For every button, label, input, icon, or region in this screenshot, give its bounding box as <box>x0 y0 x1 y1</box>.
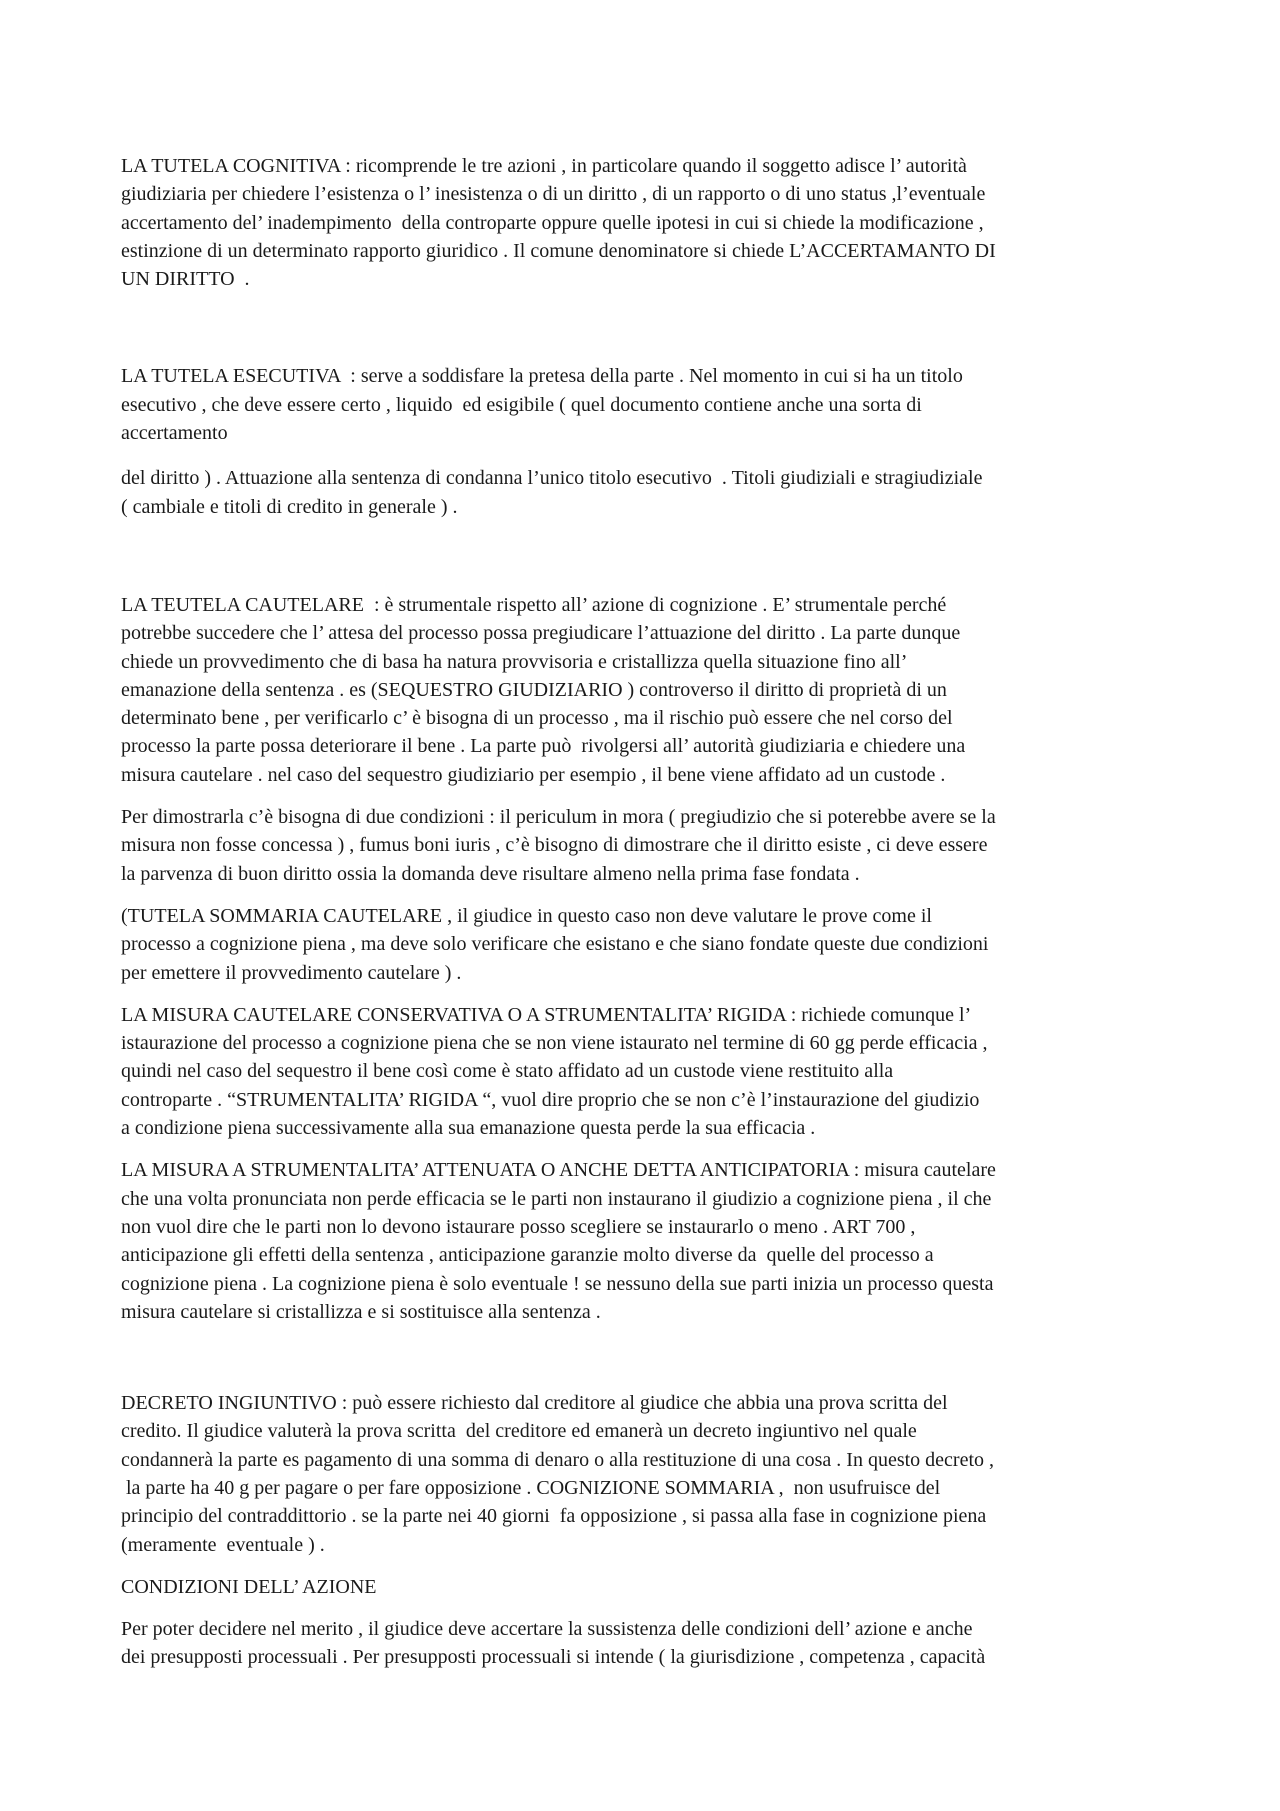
paragraph-titoli <box>121 464 1171 521</box>
text-line: Per dimostrarla c’è bisogna di due condizioni : il periculum in mora ( pregiudizio che si poterebbe avere se la <box>121 806 996 829</box>
spacer <box>121 1142 1171 1156</box>
text-line: a condizione piena successivamente alla sua emanazione questa perde la sua efficacia . <box>121 1117 816 1140</box>
spacer <box>121 1559 1171 1573</box>
text-line: (TUTELA SOMMARIA CAUTELARE , il giudice in questo caso non deve valutare le prove come il <box>121 904 932 927</box>
text-line: per emettere il provvedimento cautelare ) . <box>121 961 462 984</box>
text-line: accertamento del’ inadempimento della controparte oppure quelle ipotesi in cui si chiede la modificazione , <box>121 211 984 234</box>
text-line: che una volta pronunciata non perde efficacia se le parti non instaurano il giudizio a cognizione piena , il che <box>121 1187 992 1210</box>
text-line: misura cautelare si cristallizza e si sostituisce alla sentenza . <box>121 1300 601 1323</box>
text-line: potrebbe succedere che l’ attesa del processo possa pregiudicare l’attuazione del diritto . La parte dunque <box>121 622 961 645</box>
text-line: estinzione di un determinato rapporto giuridico . Il comune denominatore si chiede L’ACCERTAMANTO DI <box>121 239 996 262</box>
paragraph-decreto-ingiuntivo <box>121 1389 1171 1559</box>
paragraph-tutela-sommaria <box>121 902 1171 987</box>
text-line: non vuol dire che le parti non lo devono istaurare posso scegliere se instaurarlo o meno . ART 700 , <box>121 1215 916 1238</box>
paragraph-misura-anticipatoria <box>121 1156 1171 1326</box>
document-body <box>121 152 1171 1672</box>
text-line: (meramente eventuale ) . <box>121 1533 325 1556</box>
text-line: ( cambiale e titoli di credito in generale ) . <box>121 495 458 518</box>
text-line: istaurazione del processo a cognizione piena che se non viene istaurato nel termine di 60 gg perde efficacia , <box>121 1032 988 1055</box>
spacer <box>121 447 1171 464</box>
text-line: dei presupposti processuali . Per presupposti processuali si intende ( la giurisdizione , competenza , capacità <box>121 1646 986 1669</box>
text-line: DECRETO INGIUNTIVO : può essere richiesto dal creditore al giudice che abbia una prova scritta del <box>121 1392 948 1415</box>
text-line: credito. Il giudice valuterà la prova scritta del creditore ed emanerà un decreto ingiuntivo nel quale <box>121 1420 917 1443</box>
text-line: chiede un provvedimento che di basa ha natura provvisoria e cristallizza quella situazione fino all’ <box>121 650 908 673</box>
paragraph-tutela-esecutiva <box>121 362 1171 447</box>
text-line: cognizione piena . La cognizione piena è solo eventuale ! se nessuno della sue parti inizia un processo questa <box>121 1272 994 1295</box>
paragraph-heading-condizioni-azione <box>121 1573 1171 1601</box>
text-line: LA TUTELA COGNITIVA : ricomprende le tre azioni , in particolare quando il soggetto adisce l’ autorità <box>121 155 967 177</box>
paragraph-presupposti <box>121 1615 1171 1672</box>
text-line: la parte ha 40 g per pagare o per fare opposizione . COGNIZIONE SOMMARIA , non usufruisce del <box>121 1476 941 1499</box>
text-line: emanazione della sentenza . es (SEQUESTRO GIUDIZIARIO ) controverso il diritto di proprietà di un <box>121 678 947 701</box>
paragraph-tutela-cautelare <box>121 591 1171 789</box>
text-line: determinato bene , per verificarlo c’ è bisogna di un processo , ma il rischio può essere che nel corso del <box>121 707 953 730</box>
paragraph-misura-conservativa <box>121 1001 1171 1142</box>
text-line: controparte . “STRUMENTALITA’ RIGIDA “, vuol dire proprio che se non c’è l’instaurazione del giudizio <box>121 1088 980 1111</box>
text-line: la parvenza di buon diritto ossia la domanda deve risultare almeno nella prima fase fondata . <box>121 862 860 885</box>
text-line: LA MISURA A STRUMENTALITA’ ATTENUATA O ANCHE DETTA ANTICIPATORIA : misura cautelare <box>121 1159 996 1182</box>
text-line: del diritto ) . Attuazione alla sentenza di condanna l’unico titolo esecutivo . Titoli giudiziali e stragiudiziale <box>121 467 983 490</box>
paragraph-condizioni-cautelari <box>121 803 1171 888</box>
text-line: misura cautelare . nel caso del sequestro giudiziario per esempio , il bene viene affidato ad un custode . <box>121 763 946 786</box>
text-line: processo la parte possa deteriorare il bene . La parte può rivolgersi all’ autorità giudiziaria e chiedere una <box>121 735 966 758</box>
text-line: LA MISURA CAUTELARE CONSERVATIVA O A STRUMENTALITA’ RIGIDA : richiede comunque l’ <box>121 1003 972 1026</box>
spacer <box>121 987 1171 1001</box>
spacer <box>121 521 1171 591</box>
text-line: anticipazione gli effetti della sentenza , anticipazione garanzie molto diverse da quelle del processo a <box>121 1244 934 1267</box>
spacer <box>121 1326 1171 1389</box>
text-line: Per poter decidere nel merito , il giudice deve accertare la sussistenza delle condizioni dell’ azione e anche <box>121 1618 973 1641</box>
section-heading: CONDIZIONI DELL’ AZIONE <box>121 1575 377 1598</box>
text-line: esecutivo , che deve essere certo , liquido ed esigibile ( quel documento contiene anche una sorta di <box>121 393 922 416</box>
text-line: LA TEUTELA CAUTELARE : è strumentale rispetto all’ azione di cognizione . E’ strumentale perché <box>121 593 947 616</box>
spacer <box>121 293 1171 362</box>
spacer <box>121 1601 1171 1615</box>
paragraph-tutela-cognitiva <box>121 152 1171 293</box>
spacer <box>121 888 1171 902</box>
text-line: giudiziaria per chiedere l’esistenza o l’ inesistenza o di un diritto , di un rapporto o di uno status ,l’eventuale <box>121 183 986 206</box>
spacer <box>121 789 1171 803</box>
text-line: misura non fosse concessa ) , fumus boni iuris , c’è bisogno di dimostrare che il diritto esiste , ci deve essere <box>121 834 988 857</box>
text-line: principio del contraddittorio . se la parte nei 40 giorni fa opposizione , si passa alla fase in cognizione piena <box>121 1505 987 1528</box>
text-line: UN DIRITTO . <box>121 268 250 291</box>
text-line: quindi nel caso del sequestro il bene così come è stato affidato ad un custode viene restituito alla <box>121 1060 894 1083</box>
text-line: processo a cognizione piena , ma deve solo verificare che esistano e che siano fondate queste due condizioni <box>121 933 989 956</box>
text-line: condannerà la parte es pagamento di una somma di denaro o alla restituzione di una cosa . In questo decreto , <box>121 1448 995 1471</box>
text-line: accertamento <box>121 422 228 445</box>
text-line: LA TUTELA ESECUTIVA : serve a soddisfare la pretesa della parte . Nel momento in cui si ha un titolo <box>121 365 963 388</box>
